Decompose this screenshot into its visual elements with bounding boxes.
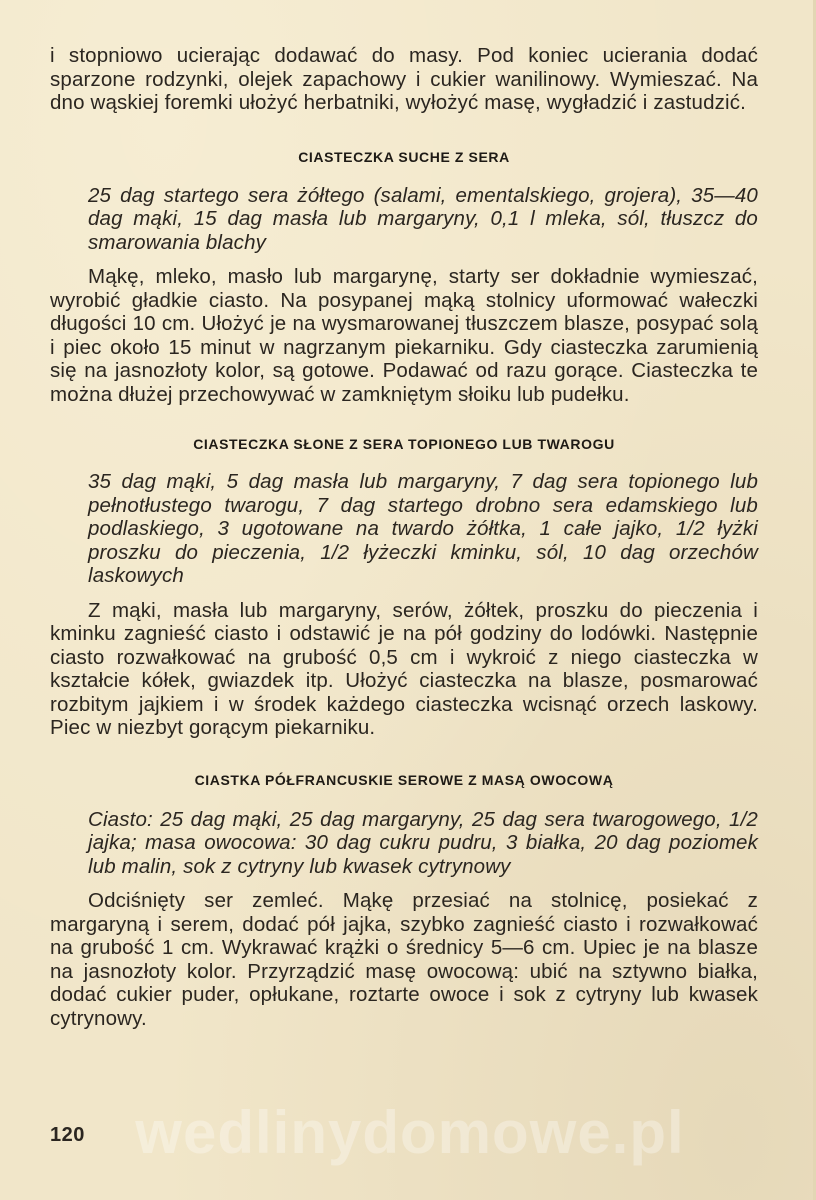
recipe-title-ciastka-polfrancuskie: CIASTKA PÓŁFRANCUSKIE SEROWE Z MASĄ OWOCOWĄ (194, 771, 614, 788)
recipe-ingredients-ciasteczka-suche: 25 dag startego sera żółtego (salami, ementalskiego, grojera), 35—40 dag mąki, 15 dag masła lub margaryny, 0,1 l mleka, sól, tłuszcz do smarowania blachy (88, 183, 758, 254)
recipe-ingredients-ciastka-polfrancuskie: Ciasto: 25 dag mąki, 25 dag margaryny, 25 dag sera twarogowego, 1/2 jajka; masa owocowa: 30 dag cukru pudru, 3 białka, 20 dag poziomek lub malin, sok z cytryny lub kwasek cytrynowy (88, 807, 758, 878)
recipe-instructions-ciasteczka-slone: Z mąki, masła lub margaryny, serów, żółtek, proszku do pieczenia i kminku zagnieść ciasto i odstawić je na pół godziny do lodówki. Następnie ciasto rozwałkować na grubość 0,5 cm i wykroić z niego ciasteczka w kształcie kółek, gwiazdek itp. Ułożyć ciasteczka na blasze, posmarować rozbitym jajkiem i w środek każdego ciasteczka wcisnąć orzech laskowy. Piec w niezbyt gorącym piekarniku. (50, 598, 758, 739)
recipe-ingredients-ciasteczka-slone: 35 dag mąki, 5 dag masła lub margaryny, 7 dag sera topionego lub pełnotłustego twarogu, 7 dag startego drobno sera edamskiego lub podlaskiego, 3 ugotowane na twardo żółtka, 1 całe jajko, 1/2 łyżki proszku do pieczenia, 1/2 łyżeczki kminku, sól, 10 dag orzechów laskowych (88, 470, 758, 587)
watermark: wedlinydomowe.pl (135, 1099, 685, 1166)
recipe-title-ciasteczka-slone: CIASTECZKA SŁONE Z SERA TOPIONEGO LUB TWAROGU (193, 436, 615, 452)
intro-paragraph: i stopniowo ucierając dodawać do masy. Pod koniec ucierania dodać sparzone rodzynki, olejek zapachowy i cukier wanilinowy. Wymieszać. Na dno wąskiej foremki ułożyć herbatniki, wyłożyć masę, wygładzić i zastudzić. (50, 44, 758, 114)
recipe-instructions-ciastka-polfrancuskie: Odciśnięty ser zemleć. Mąkę przesiać na stolnicę, posiekać z margaryną i serem, dodać pół jajka, szybko zagnieść ciasto i rozwałkować na grubość 1 cm. Wykrawać krążki o średnicy 5—6 cm. Upiec je na blasze na jasnozłoty kolor. Przyrządzić masę owocową: ubić na sztywno białka, dodać cukier puder, opłukane, roztarte owoce i sok z cytryny lub kwasek cytrynowy. (50, 889, 758, 1030)
page-content (50, 44, 758, 1030)
recipe-instructions-ciasteczka-suche: Mąkę, mleko, masło lub margarynę, starty ser dokładnie wymieszać, wyrobić gładkie ciasto. Na posypanej mąką stolnicy uformować wałeczki długości 10 cm. Ułożyć je na wysmarowanej tłuszczem blasze, posypać solą i piec około 15 minut w nagrzanym piekarniku. Gdy ciasteczka zarumienią się na jasnozłoty kolor, są gotowe. Podawać od razu gorące. Ciasteczka te można dłużej przechowywać w zamkniętym słoiku lub pudełku. (50, 265, 758, 406)
page-number: 120 (50, 1124, 85, 1146)
recipe-title-ciasteczka-suche: CIASTECZKA SUCHE Z SERA (298, 148, 510, 165)
